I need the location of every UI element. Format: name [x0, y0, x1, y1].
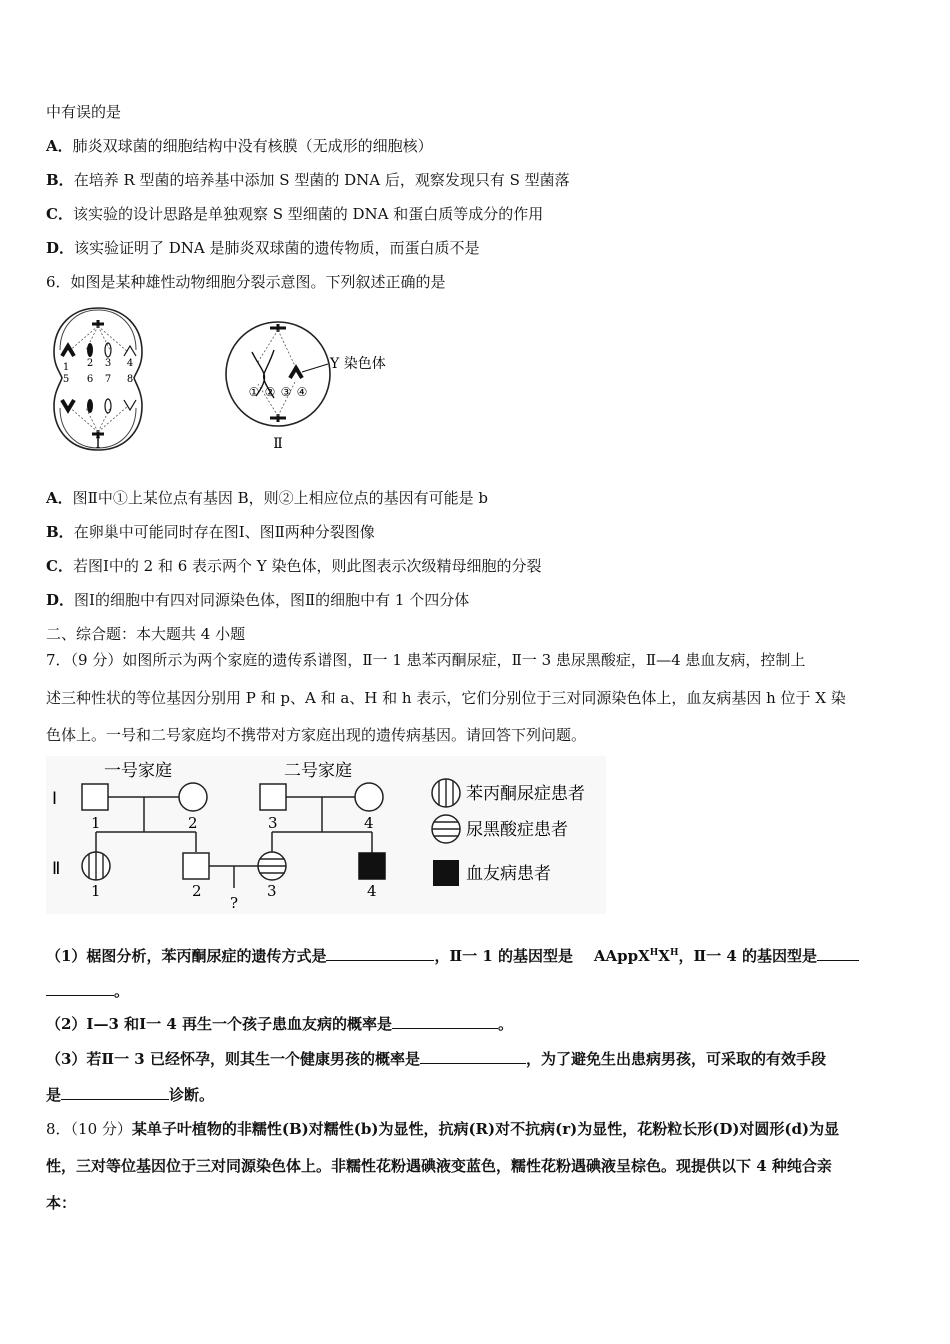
option-letter: C．: [46, 205, 73, 223]
option-text: 该实验的设计思路是单独观察 S 型细菌的 DNA 和蛋白质等成分的作用: [72, 205, 544, 223]
q7-stem-line-3: 色体上。一号和二号家庭均不携带对方家庭出现的遗传病基因。请回答下列问题。: [46, 726, 587, 744]
q7-sub2: [46, 1013, 513, 1034]
q8-line-2: 性，三对等位基因位于三对同源染色体上。非糯性花粉遇碘液变蓝色，糯性花粉遇碘液呈棕色。现提供以下 4 种纯合亲: [46, 1157, 832, 1175]
q8-line-3: 本：: [46, 1194, 77, 1212]
option-text: 在卵巢中可能同时存在图Ⅰ、图Ⅱ两种分裂图像: [73, 523, 375, 541]
chromosome-4: [124, 346, 136, 356]
chromosome-1: [62, 346, 74, 356]
chromosome-8: [124, 400, 136, 410]
option-text: 肺炎双球菌的细胞结构中没有核膜（无成形的细胞核）: [72, 137, 433, 155]
chromosome-6: [87, 399, 93, 413]
option-text: 在培养 R 型菌的培养基中添加 S 型菌的 DNA 后，观察发现只有 S 型菌落: [73, 171, 570, 189]
option-letter: B．: [46, 171, 74, 189]
question-score: （10 分）: [70, 1120, 132, 1138]
chromosome-2: [87, 343, 93, 357]
cell-one-label: Ⅰ: [95, 436, 101, 452]
question-number: 8．: [46, 1120, 71, 1138]
question-number: 7．: [46, 651, 71, 669]
answer-blank[interactable]: [392, 1013, 498, 1029]
q6-option-d: [46, 590, 469, 610]
cell-division-figure: [46, 302, 416, 462]
y-chromosome: [290, 368, 302, 378]
sub3-text-c: 是: [46, 1086, 62, 1104]
question-text: 某单子叶植物的非糯性(B)对糯性(b)为显性，抗病(R)对不抗病(r)为显性，花粉粒长形(D)对圆形(d)为显: [131, 1120, 840, 1138]
q5-option-d: [46, 238, 480, 258]
cell-one-diagram: [54, 308, 142, 452]
answer-blank[interactable]: [420, 1048, 526, 1064]
pedigree-id: 2: [188, 814, 198, 832]
sub3-text-a: （3）若Ⅱ一 3 已经怀孕，则其生一个健康男孩的概率是: [46, 1050, 420, 1068]
legend-alkaptonuria-label: 尿黑酸症患者: [466, 820, 568, 840]
pedigree-id: 4: [364, 814, 374, 832]
generation-one-label: Ⅰ: [52, 789, 58, 809]
sub1-text-c: ，Ⅱ一 4 的基因型是: [678, 947, 817, 965]
answer-blank[interactable]: [61, 1084, 169, 1100]
q8-line-1: [46, 1119, 839, 1139]
option-letter: D．: [46, 239, 75, 257]
legend-hemophilia-symbol: [433, 860, 459, 886]
q7-stem-line-1: [46, 650, 805, 670]
pedigree-id: 1: [91, 882, 101, 900]
cell-two-number: ②: [264, 385, 276, 399]
q6-option-a: [46, 488, 488, 508]
q5-option-b: [46, 170, 570, 190]
q6-option-c: [46, 556, 541, 576]
option-text: 图Ⅱ中①上某位点有基因 B，则②上相应位点的基因有可能是 b: [72, 489, 488, 507]
cell-one-number: 7: [104, 374, 112, 385]
q7-sub1-line-1: [46, 943, 859, 966]
y-pointer-line: [302, 364, 328, 372]
pedigree-id: 2: [192, 882, 202, 900]
cell-two-number: ④: [296, 385, 308, 399]
question-text: 如图所示为两个家庭的遗传系谱图，Ⅱ一 1 患苯丙酮尿症，Ⅱ一 3 患尿黑酸症，Ⅱ—4 患血友病，控制上: [122, 651, 806, 669]
option-text: 该实验证明了 DNA 是肺炎双球菌的遗传物质，而蛋白质不是: [74, 239, 480, 257]
family1-II2-male: [183, 853, 209, 879]
family1-I1-male: [82, 784, 108, 810]
q6-stem: [46, 272, 446, 292]
generation-two-label: Ⅱ: [52, 859, 61, 879]
legend-pku-label: 苯丙酮尿症患者: [466, 784, 585, 804]
answer-blank[interactable]: [46, 980, 114, 996]
family-one-label: 一号家庭: [104, 761, 172, 781]
pedigree-id: 3: [268, 814, 278, 832]
q5-option-c: [46, 204, 543, 224]
q5-stem-tail: 中有误的是: [46, 103, 122, 121]
question-score: （9 分）: [70, 651, 123, 669]
cell-one-number: 3: [104, 358, 112, 369]
q7-sub3-line-2: [46, 1084, 214, 1105]
cell-one-number: 2: [86, 358, 94, 369]
y-chromosome-label: Y 染色体: [330, 356, 386, 372]
cell-two-number: ①: [248, 385, 260, 399]
pedigree-figure: [46, 756, 606, 914]
cell-two-label: Ⅱ: [273, 436, 283, 452]
section-heading: 二、综合题：本大题共 4 小题: [46, 625, 246, 643]
option-letter: B．: [46, 523, 74, 541]
cell-one-number: 1: [62, 362, 70, 373]
sub3-text-b: ，为了避免生出患病男孩，可采取的有效手段: [525, 1050, 826, 1068]
q7-stem-line-2: 述三种性状的等位基因分别用 P 和 p、A 和 a、H 和 h 表示，它们分别位于三对同源染色体上，血友病基因 h 位于 X 染: [46, 689, 846, 707]
chromosome-5: [62, 400, 74, 410]
sub1-text-a: （1）椐图分析，苯丙酮尿症的遗传方式是: [46, 947, 327, 965]
sub3-text-d: 诊断。: [169, 1086, 215, 1104]
family2-II4-male-hemophilia: [359, 853, 385, 879]
unknown-child-label: ?: [230, 894, 239, 912]
legend-hemophilia-label: 血友病患者: [466, 864, 551, 884]
sub1-end: 。: [114, 982, 130, 1000]
option-text: 图Ⅰ的细胞中有四对同源染色体，图Ⅱ的细胞中有 1 个四分体: [74, 591, 470, 609]
answer-blank[interactable]: [326, 945, 434, 961]
question-number: 6．: [46, 273, 71, 291]
option-letter: D．: [46, 591, 75, 609]
pedigree-id: 4: [367, 882, 377, 900]
answer-blank[interactable]: [817, 945, 859, 961]
sub2-end: 。: [498, 1015, 514, 1033]
sub1-genotype: $AAppX^HX^H$: [593, 947, 679, 965]
cell-two-diagram: [226, 322, 386, 452]
q7-sub3-line-1: [46, 1048, 826, 1069]
family2-I3-male: [260, 784, 286, 810]
pedigree-id: 3: [267, 882, 277, 900]
family-two-label: 二号家庭: [284, 761, 352, 781]
sub1-text-b: ，Ⅱ一 1 的基因型是: [434, 947, 573, 965]
option-text: 若图Ⅰ中的 2 和 6 表示两个 Y 染色体，则此图表示次级精母细胞的分裂: [72, 557, 542, 575]
family1-I2-female: [179, 783, 207, 811]
chromosome-7: [105, 399, 111, 413]
cell-one-number: 6: [86, 374, 94, 385]
question-text: 如图是某种雄性动物细胞分裂示意图。下列叙述正确的是: [70, 273, 446, 291]
option-letter: C．: [46, 557, 73, 575]
cell-one-number: 8: [126, 374, 134, 385]
cell-two-membrane: [226, 322, 330, 426]
cell-one-number: 4: [126, 358, 134, 369]
q7-sub1-line-2: [46, 980, 129, 1001]
cell-two-number: ③: [280, 385, 292, 399]
pedigree-id: 1: [91, 814, 101, 832]
sub2-text: （2）Ⅰ—3 和Ⅰ一 4 再生一个孩子患血友病的概率是: [46, 1015, 393, 1033]
q6-option-b: [46, 522, 375, 542]
chromosome-3: [105, 343, 111, 357]
family2-I4-female: [355, 783, 383, 811]
q5-option-a: [46, 136, 433, 156]
option-letter: A．: [46, 489, 73, 507]
option-letter: A．: [46, 137, 73, 155]
cell-one-number: 5: [62, 374, 70, 385]
